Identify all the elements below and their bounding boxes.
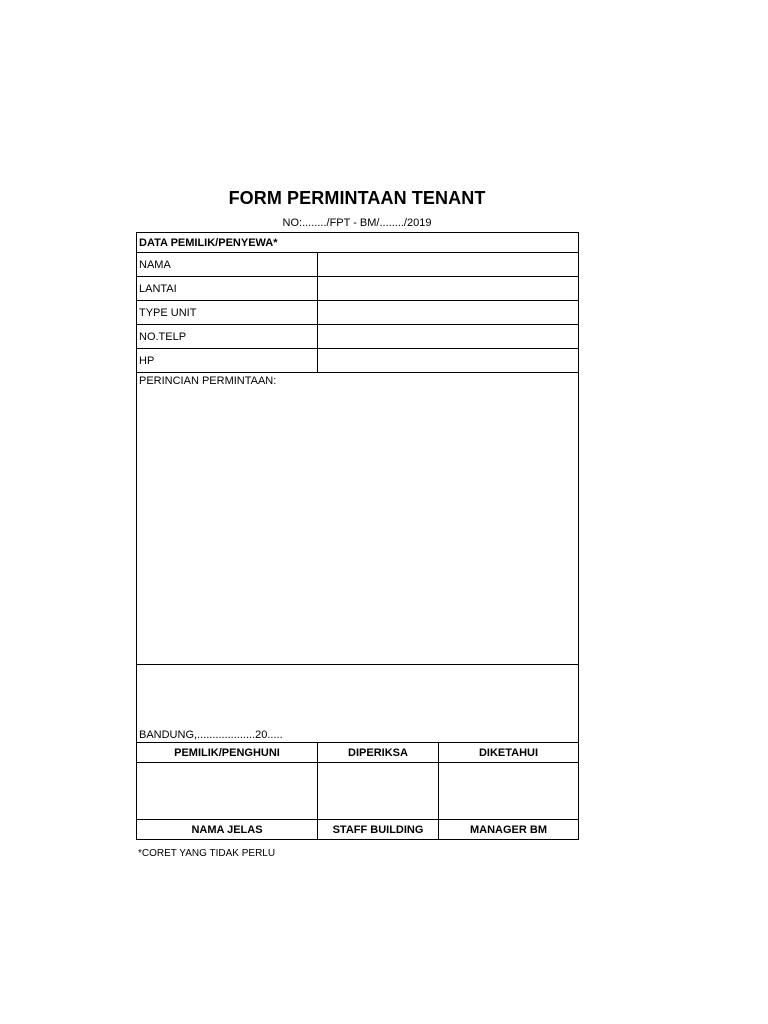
signature-footer-owner: NAMA JELAS: [137, 820, 318, 840]
form-title: FORM PERMINTAAN TENANT: [228, 188, 486, 208]
signature-header-acknowledged: DIKETAHUI: [439, 743, 579, 763]
signature-box-acknowledged[interactable]: [439, 763, 579, 820]
field-row-no-telp: [137, 325, 579, 349]
field-row-type-unit: [137, 301, 579, 325]
signature-footer-acknowledged: MANAGER BM: [439, 820, 579, 840]
date-place-line: BANDUNG,...................20.....: [137, 665, 579, 743]
field-value-no-telp[interactable]: [318, 325, 579, 349]
signature-box-owner[interactable]: [137, 763, 318, 820]
field-value-nama[interactable]: [318, 253, 579, 277]
field-label-nama: NAMA: [137, 253, 318, 277]
field-value-type-unit[interactable]: [318, 301, 579, 325]
signature-header-owner: PEMILIK/PENGHUNI: [137, 743, 318, 763]
field-label-type-unit: TYPE UNIT: [137, 301, 318, 325]
field-value-hp[interactable]: [318, 349, 579, 373]
field-row-hp: [137, 349, 579, 373]
field-row-lantai: [137, 277, 579, 301]
signature-header-checked: DIPERIKSA: [318, 743, 439, 763]
request-form-table: [136, 232, 579, 840]
field-row-nama: [137, 253, 579, 277]
field-label-lantai: LANTAI: [137, 277, 318, 301]
request-detail-area[interactable]: [137, 373, 579, 665]
signature-footer-checked: STAFF BUILDING: [318, 820, 439, 840]
signature-box-checked[interactable]: [318, 763, 439, 820]
field-label-no-telp: NO.TELP: [137, 325, 318, 349]
form-number: NO:......../FPT - BM/......../2019: [282, 217, 432, 229]
request-detail-label: PERINCIAN PERMINTAAN:: [139, 375, 277, 387]
field-label-hp: HP: [137, 349, 318, 373]
field-value-lantai[interactable]: [318, 277, 579, 301]
owner-section-heading: DATA PEMILIK/PENYEWA*: [137, 233, 579, 253]
footnote: *CORET YANG TIDAK PERLU: [138, 848, 276, 859]
